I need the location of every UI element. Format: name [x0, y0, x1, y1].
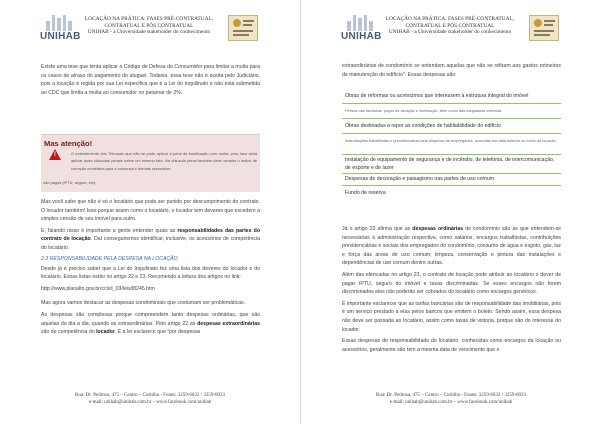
page-header	[301, 13, 600, 53]
list-item: Obras de reformas ou acréscimos que interessem à estrutura integral do imóvel	[342, 90, 561, 104]
right-bottom-text	[342, 225, 561, 357]
list-item: Obras destinadas a repor as condições de habitabilidade do edifício	[342, 119, 561, 134]
logo-text: UNIHAB	[40, 31, 81, 42]
page-footer	[301, 392, 600, 406]
header-line3: UNIHAB - a Universidade stakeholder do conhecimento	[388, 29, 512, 36]
paragraph: extraordinárias de condomínio se entendem aquelas que não se refiram aos gastos rotineiros de manutenção do edifício". Essas despesas são:	[342, 63, 561, 78]
attention-text: O entendimento dos Tribunais que não se pode aplicar a pena da bonificação com multa, pois, isso seria aplicar duas cláusulas penais sobre um mesmo fato. Na cláusula penal também deve constar o índice de correção monetária para a cobrança e demais acessórios	[71, 151, 257, 171]
footer-contact: e-mail: unihab@unihab.com.br – www.facebook.com/unihab	[88, 400, 212, 405]
header-line2: CONTRATUAL E PÓS CONTRATUAL	[104, 22, 194, 29]
partner-logo	[228, 15, 258, 41]
paragraph: Desde já é preciso saber que a Lei do Inquilinato fez uma lista dos deveres do locador e do locatário. Essas listas estão no artigo 22 e 23. Recomendo a leitura dos artigos no link:	[41, 265, 260, 281]
page-footer	[0, 392, 300, 406]
header-text	[84, 16, 214, 36]
header-line1: LOCAÇÃO NA PRÁTICA: FASES PRÉ-CONTRATUAL,	[84, 16, 214, 22]
right-intro-text	[342, 62, 561, 82]
footer-contact: e-mail: unihab@unihab.com.br – www.facebook.com/unihab	[389, 400, 513, 405]
header-text	[385, 16, 515, 36]
paragraph: Já o artigo 23 afirma que as despesas ordinárias de condomínio são as que entendem-se necessárias à administração respectiva, como salários, encargos trabalhistas, contribuições previdenciárias e sociais dos empregados do condomínio; consumo de água e esgoto, gás, luz e força das áreas de uso comum; limpeza, conservação e pintura das instalações e dependências de uso comum dentre outras.	[342, 226, 562, 267]
footer-address: Rua: Dr. Pedrosa, 475 – Centro – Curitiba - Fones: 3259-6032 / 3259-6033	[75, 393, 225, 398]
list-item: Instalação de equipamento de segurança e de incêndio, de telefonia, de intercomunicação, de esporte e de lazer	[342, 155, 561, 174]
paragraph: É importante esclarecer que as tarifas bancárias são de responsabilidade das imobiliárias, pois é um serviço prestado a elas pelos bancos que emitem o boleto. Sendo assim, essa despesa não deve ser passada ao locatário, assim como taxas de vistoria, porque são do interesse do locador.	[342, 300, 561, 333]
list-item: Pintura das fachadas, poços de aeração e iluminação, bem como das esquadrias externas	[342, 104, 561, 119]
unihab-logo	[341, 15, 382, 45]
section-heading: 2.3 RESPONSABILIDADE PELA DESPESA NA LOCAÇÃO	[41, 255, 178, 262]
page-right	[300, 0, 600, 424]
list-item: Fundo de reserva	[345, 190, 386, 196]
paragraph: Essas despesas de responsabilidade do locatário, conhecidas como encargos da locação ou acessórios, geralmente são tem a mesma data de vencimento que o	[342, 338, 561, 353]
left-bottom-text	[41, 198, 260, 340]
left-top-text	[41, 63, 260, 100]
list-item: Despesas de decoração e paisagismo nas partes de uso comum	[342, 174, 561, 186]
logo-text: UNIHAB	[341, 31, 382, 42]
list-item: Indenizações trabalhistas e previdenciárias pela dispensa de empregados, ocorridas em data anterior ao início da locação	[342, 134, 561, 155]
paragraph: Existe uma tese que tenta aplicar o Código de Defesa do Consumidor para limitar a multa para os casos de atraso do pagamento do aluguel. Todavia, essa tese não é aceita pelo Judiciário, pois a locação é regida por sua Lei especifica que é a Lei do Inquilinato e não está submetida ao CDC que limita a multa ao consumidor no patamar de 2%.	[41, 64, 260, 96]
page-header	[0, 13, 300, 53]
paragraph: E, falando nisso é importante a gente entender quais as responsabilidades das partes do contrato de locação. Daí conseguiremos identificar, inclusive, os acessórios de competência do locatário.	[41, 227, 260, 251]
paragraph: Mas você sabe que não é só o locatário que pode ser punido por descumprimento do contrato. O locador também! Isso porque assim como o locatário, o locador tem deveres que excedem a simples cessão de seu imóvel para outro.	[41, 199, 260, 223]
header-line2: CONTRATUAL E PÓS CONTRATUAL	[405, 22, 495, 29]
partner-logo	[529, 15, 559, 41]
header-line1: LOCAÇÃO NA PRÁTICA: FASES PRÉ-CONTRATUAL,	[385, 16, 515, 22]
attention-box	[41, 134, 260, 192]
attention-title: Mas atenção!	[44, 139, 93, 148]
attention-text-tail: não pagos (IPTU, seguro, etc).	[43, 180, 97, 185]
extraordinary-expenses-list	[342, 90, 561, 201]
law-link[interactable]: http://www.planalto.gov.br/ccivil_03/leis/l8245.htm	[41, 285, 155, 292]
paragraph: As despesas são complexas porque compreendem tanto despesas ordinárias, que são aquelas do dia a dia, quando as extraordinárias. Pelo artigo 22 as despesas extraordinárias são de competência do locador. E a lei esclarece que "por despesas	[41, 311, 260, 336]
warning-icon: !	[49, 149, 61, 160]
header-line3: UNIHAB - a Universidade stakeholder do conhecimento	[87, 29, 211, 36]
unihab-logo	[40, 15, 81, 45]
footer-address: Rua: Dr. Pedrosa, 475 – Centro – Curitiba - Fones: 3259-6032 / 3259-6033	[376, 393, 526, 398]
paragraph: Além das elencadas no artigo 23, o contrato de locação pode atribuir ao locatário o dever de pagar IPTU, seguro do imóvel e taxas discriminadas. Se esses encargos não forem discriminados eles não poderão ser cobrados do locatário como encargos genéricos.	[342, 271, 561, 296]
paragraph: Mas agora vamos destacar as despesas condominiais que costumam ser problemáticas.	[41, 300, 246, 307]
